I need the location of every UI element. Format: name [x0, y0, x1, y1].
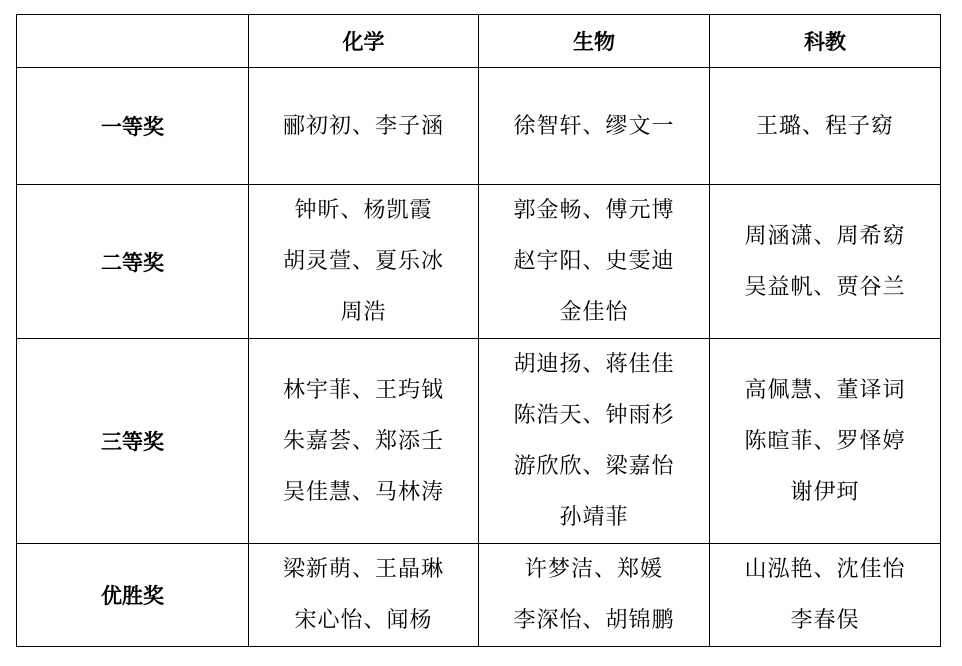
winner-line: 游欣欣、梁嘉怡	[513, 454, 675, 479]
award-level-third: 三等奖	[17, 339, 249, 544]
winner-line: 陈暄菲、罗怿婷	[744, 428, 906, 454]
winners-cell-science-education	[710, 544, 941, 647]
winner-line: 孙靖菲	[559, 505, 629, 530]
winner-line: 许梦洁、郑媛	[524, 557, 663, 582]
header-chemistry: 化学	[249, 15, 479, 68]
winners-cell-biology	[479, 339, 710, 544]
winner-line: 宋心怡、闻杨	[294, 608, 433, 633]
award-level-first: 一等奖	[17, 68, 249, 185]
winners-cell-science-education	[710, 339, 941, 544]
winner-line: 谢伊珂	[790, 479, 860, 505]
winner-line: 梁新萌、王晶琳	[282, 557, 444, 582]
winner-line: 钟昕、杨凯霞	[294, 198, 433, 223]
winners-cell-chemistry	[249, 544, 479, 647]
winner-line: 山泓艳、沈佳怡	[744, 557, 906, 582]
winner-line: 周涵潇、周希窈	[744, 223, 906, 249]
winner-line: 吴佳慧、马林涛	[282, 479, 444, 505]
table-row	[17, 339, 941, 544]
winner-line: 王璐、程子窈	[755, 113, 894, 139]
winners-cell-biology	[479, 544, 710, 647]
header-corner-cell	[17, 15, 249, 68]
winners-cell-science-education	[710, 68, 941, 185]
winner-line: 周浩	[340, 300, 387, 325]
header-row	[17, 15, 941, 68]
award-level-second: 二等奖	[17, 185, 249, 339]
winner-line: 吴益帆、贾谷兰	[744, 274, 906, 300]
winner-line: 林宇菲、王玙钺	[282, 377, 444, 403]
table-row	[17, 185, 941, 339]
winners-cell-chemistry	[249, 339, 479, 544]
winner-line: 郦初初、李子涵	[282, 113, 444, 139]
winner-line: 陈浩天、钟雨杉	[513, 403, 675, 428]
winner-line: 朱嘉荟、郑添壬	[282, 428, 444, 454]
winner-line: 金佳怡	[559, 300, 629, 325]
winner-line: 高佩慧、董译词	[744, 377, 906, 403]
winners-cell-biology	[479, 185, 710, 339]
winners-cell-science-education	[710, 185, 941, 339]
winners-cell-biology	[479, 68, 710, 185]
winners-cell-chemistry	[249, 68, 479, 185]
awards-table	[16, 14, 941, 647]
winner-line: 李春俣	[790, 608, 860, 633]
award-level-merit: 优胜奖	[17, 544, 249, 647]
table-row	[17, 68, 941, 185]
table-row	[17, 544, 941, 647]
winner-line: 郭金畅、傅元博	[513, 198, 675, 223]
winner-line: 胡灵萱、夏乐冰	[282, 249, 444, 274]
winners-cell-chemistry	[249, 185, 479, 339]
winner-line: 李深怡、胡锦鹏	[513, 608, 675, 633]
winner-line: 胡迪扬、蒋佳佳	[513, 352, 675, 377]
winner-line: 赵宇阳、史雯迪	[513, 249, 675, 274]
winner-line: 徐智轩、缪文一	[513, 113, 675, 139]
header-science-education: 科教	[710, 15, 941, 68]
header-biology: 生物	[479, 15, 710, 68]
